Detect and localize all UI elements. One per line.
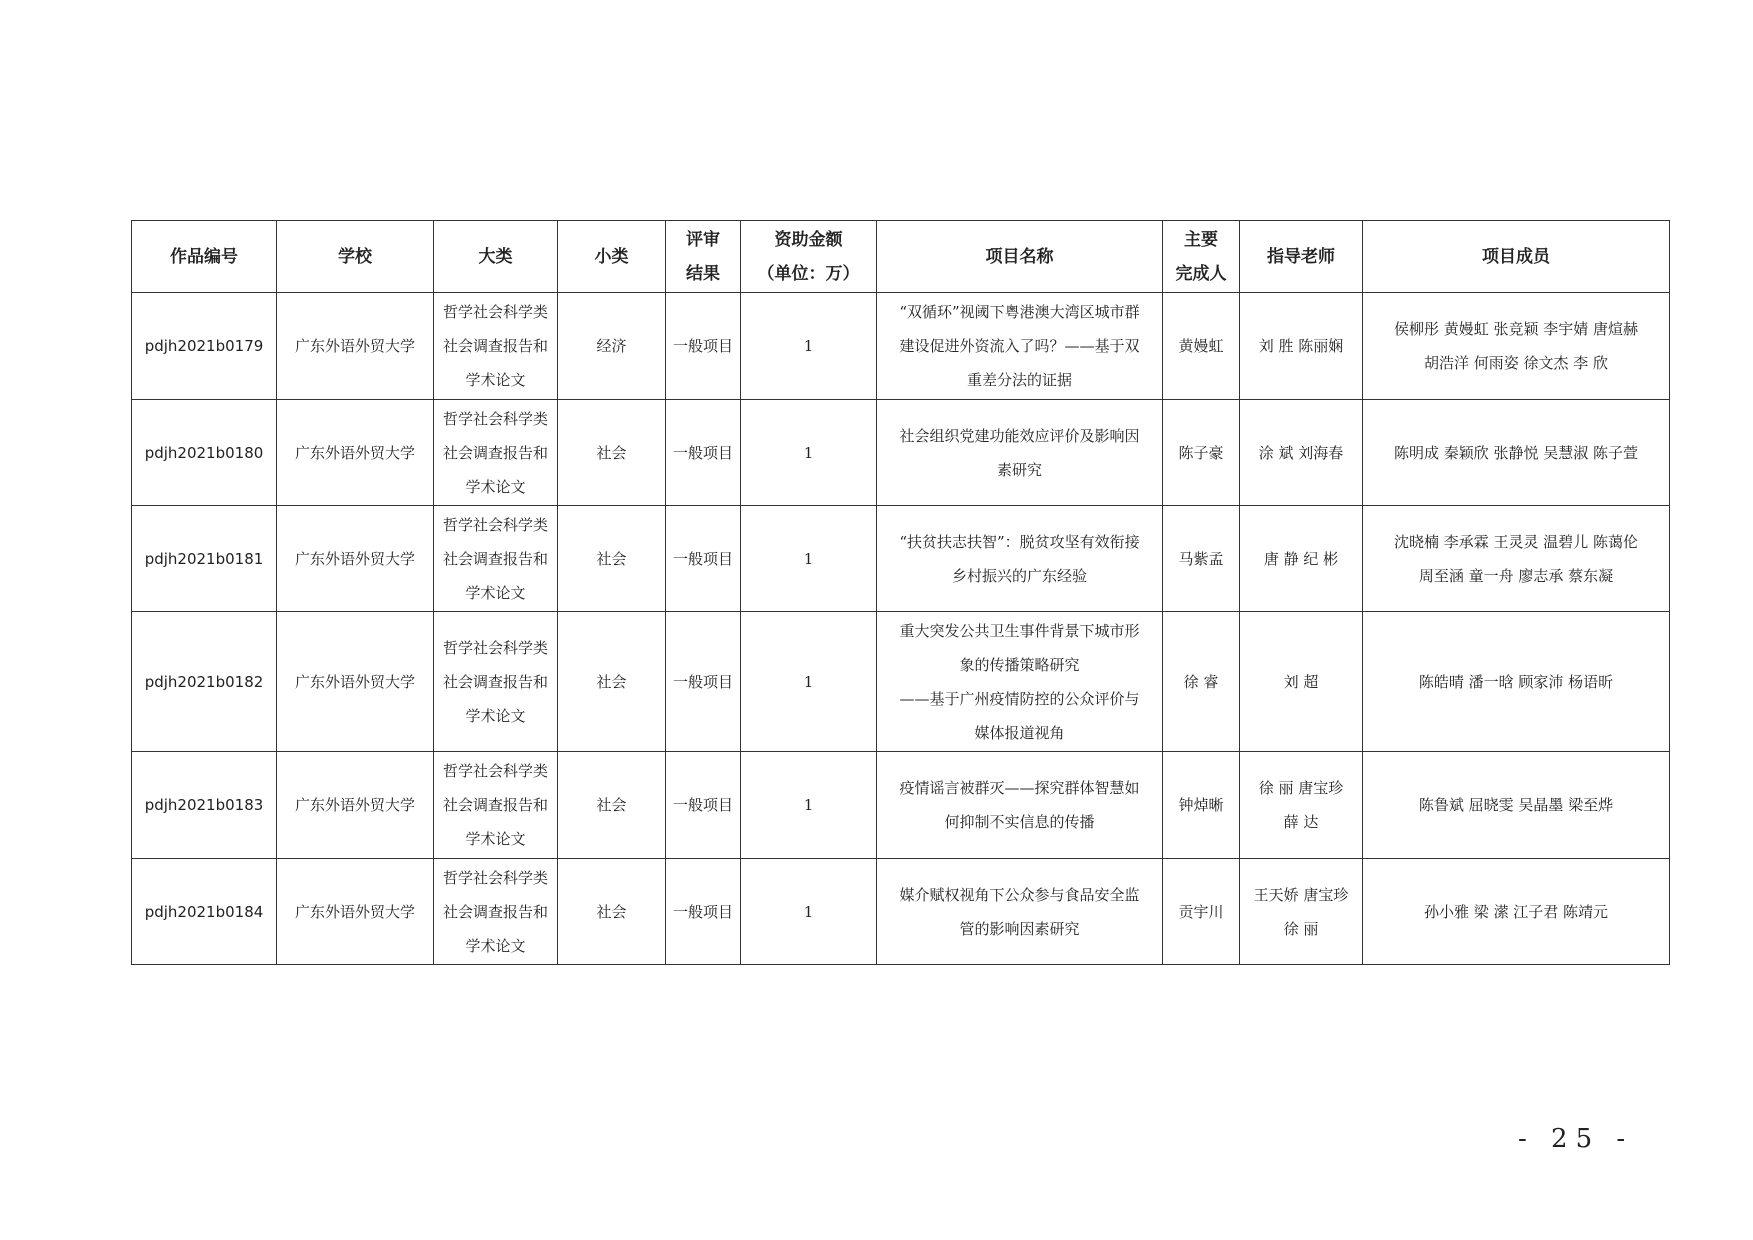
cell-line: “扶贫扶志扶智”：脱贫攻坚有效衔接 [899, 532, 1140, 551]
cell-line: 学术论文 [465, 936, 526, 955]
cell-line: ——基于广州疫情防控的公众评价与 [899, 689, 1140, 708]
cell-line: 社会调查报告和 [442, 796, 548, 814]
cell-line: 何抑制不实信息的传播 [944, 813, 1095, 831]
cell-line: 侯柳彤 黄嫚虹 张竞颖 李宇婧 唐煊赫 [1393, 320, 1639, 338]
cell-leader: 马紫孟 [1163, 506, 1240, 612]
cell-line: 管的影响因素研究 [959, 919, 1080, 938]
cell-line: 社会调查报告和 [442, 549, 548, 568]
table-row [132, 293, 1670, 400]
cell-advisor [1240, 612, 1363, 752]
cell-subcategory: 社会 [558, 752, 666, 859]
cell-review: 一般项目 [666, 400, 741, 506]
cell-line: 学术论文 [465, 706, 526, 725]
cell-line: 乡村振兴的广东经验 [951, 566, 1087, 585]
cell-members [1363, 859, 1670, 965]
cell-review: 一般项目 [666, 859, 741, 965]
cell-line: 社会组织党建功能效应评价及影响因 [899, 426, 1140, 445]
cell-school: 广东外语外贸大学 [277, 400, 434, 506]
header-category: 大类 [434, 221, 558, 293]
cell-line: 建设促进外资流入了吗？——基于双 [899, 337, 1140, 355]
cell-advisor [1240, 506, 1363, 612]
cell-line: 陈鲁斌 屈晓雯 吴晶墨 梁至烨 [1418, 796, 1614, 814]
cell-line: 学术论文 [465, 477, 526, 496]
header-leader-line: 完成人 [1175, 263, 1227, 284]
cell-funding: 1 [741, 400, 877, 506]
cell-line: 学术论文 [465, 830, 526, 848]
header-code: 作品编号 [132, 221, 277, 293]
cell-school: 广东外语外贸大学 [277, 859, 434, 965]
cell-code: pdjh2021b0181 [132, 506, 277, 612]
cell-line: 哲学社会科学类 [442, 303, 548, 321]
cell-members [1363, 752, 1670, 859]
cell-line: 哲学社会科学类 [442, 409, 548, 428]
cell-line: 学术论文 [465, 371, 526, 389]
cell-category [434, 752, 558, 859]
cell-line: 唐 静 纪 彬 [1263, 549, 1339, 568]
cell-funding: 1 [741, 293, 877, 400]
cell-school: 广东外语外贸大学 [277, 506, 434, 612]
cell-members [1363, 293, 1670, 400]
cell-category [434, 400, 558, 506]
header-review [666, 221, 741, 293]
header-advisor: 指导老师 [1240, 221, 1363, 293]
cell-line: 社会调查报告和 [442, 337, 548, 355]
header-leader-line: 主要 [1184, 229, 1218, 250]
cell-line: 哲学社会科学类 [442, 762, 548, 780]
cell-funding: 1 [741, 859, 877, 965]
cell-members [1363, 612, 1670, 752]
cell-leader: 钟焯晰 [1163, 752, 1240, 859]
cell-line: 沈晓楠 李承霖 王灵灵 温碧儿 陈蔼伦 [1393, 532, 1639, 551]
cell-school: 广东外语外贸大学 [277, 752, 434, 859]
cell-line: 重差分法的证据 [966, 371, 1072, 389]
cell-project [877, 859, 1163, 965]
cell-line: 学术论文 [465, 583, 526, 602]
cell-code: pdjh2021b0184 [132, 859, 277, 965]
table-row [132, 400, 1670, 506]
cell-line: 哲学社会科学类 [442, 868, 548, 887]
table-row [132, 612, 1670, 752]
cell-code: pdjh2021b0183 [132, 752, 277, 859]
cell-advisor [1240, 752, 1363, 859]
table-row [132, 752, 1670, 859]
cell-members [1363, 506, 1670, 612]
cell-line: 涂 斌 刘海春 [1258, 443, 1344, 462]
header-project: 项目名称 [877, 221, 1163, 293]
cell-line: 刘 胜 陈丽娴 [1258, 337, 1344, 355]
header-members: 项目成员 [1363, 221, 1670, 293]
cell-line: 社会调查报告和 [442, 443, 548, 462]
cell-line: 陈皓晴 潘一晗 顾家沛 杨语昕 [1418, 672, 1614, 691]
project-table-container [131, 220, 1669, 965]
cell-code: pdjh2021b0179 [132, 293, 277, 400]
cell-funding: 1 [741, 752, 877, 859]
cell-category [434, 612, 558, 752]
cell-school: 广东外语外贸大学 [277, 293, 434, 400]
header-review-line: 评审 [686, 229, 720, 250]
cell-advisor [1240, 293, 1363, 400]
cell-line: “双循环”视阈下粤港澳大湾区城市群 [899, 303, 1140, 321]
cell-review: 一般项目 [666, 293, 741, 400]
cell-school: 广东外语外贸大学 [277, 612, 434, 752]
cell-review: 一般项目 [666, 506, 741, 612]
cell-leader: 贡宇川 [1163, 859, 1240, 965]
header-school: 学校 [277, 221, 434, 293]
cell-leader: 徐 睿 [1163, 612, 1240, 752]
page-number: - 25 - [1518, 1124, 1634, 1154]
header-funding-line: 资助金额 [774, 229, 843, 250]
cell-advisor [1240, 859, 1363, 965]
cell-category [434, 506, 558, 612]
cell-advisor [1240, 400, 1363, 506]
cell-project [877, 752, 1163, 859]
cell-review: 一般项目 [666, 752, 741, 859]
cell-line: 重大突发公共卫生事件背景下城市形 [899, 621, 1140, 640]
cell-line: 哲学社会科学类 [442, 515, 548, 534]
cell-leader: 黄嫚虹 [1163, 293, 1240, 400]
cell-line: 疫情谣言被群灭——探究群体智慧如 [899, 779, 1140, 797]
cell-funding: 1 [741, 612, 877, 752]
cell-line: 薛 达 [1283, 813, 1319, 831]
cell-line: 社会调查报告和 [442, 902, 548, 921]
cell-funding: 1 [741, 506, 877, 612]
cell-subcategory: 社会 [558, 612, 666, 752]
cell-line: 社会调查报告和 [442, 672, 548, 691]
cell-line: 刘 超 [1283, 672, 1319, 691]
header-funding [741, 221, 877, 293]
cell-subcategory: 社会 [558, 859, 666, 965]
cell-line: 媒介赋权视角下公众参与食品安全监 [899, 885, 1140, 904]
cell-code: pdjh2021b0182 [132, 612, 277, 752]
table-row [132, 859, 1670, 965]
cell-subcategory: 经济 [558, 293, 666, 400]
cell-line: 周至涵 童一舟 廖志承 蔡东凝 [1418, 566, 1614, 585]
cell-code: pdjh2021b0180 [132, 400, 277, 506]
cell-review: 一般项目 [666, 612, 741, 752]
cell-project [877, 506, 1163, 612]
cell-category [434, 293, 558, 400]
cell-line: 素研究 [996, 460, 1042, 479]
cell-members [1363, 400, 1670, 506]
cell-line: 徐 丽 唐宝珍 [1258, 779, 1344, 797]
cell-line: 哲学社会科学类 [442, 638, 548, 657]
cell-category [434, 859, 558, 965]
cell-line: 陈明成 秦颖欣 张静悦 吴慧淑 陈子萱 [1393, 443, 1639, 462]
cell-line: 王天娇 唐宝珍 [1253, 885, 1349, 904]
cell-subcategory: 社会 [558, 400, 666, 506]
cell-line: 象的传播策略研究 [959, 655, 1080, 674]
table-header-row [132, 221, 1670, 293]
header-review-line: 结果 [686, 263, 720, 284]
cell-line: 胡浩洋 何雨姿 徐文杰 李 欣 [1423, 354, 1609, 372]
header-subcategory: 小类 [558, 221, 666, 293]
cell-line: 徐 丽 [1283, 919, 1319, 938]
project-table [131, 220, 1670, 965]
cell-line: 孙小雅 梁 潆 江子君 陈靖元 [1423, 902, 1609, 921]
cell-line: 媒体报道视角 [974, 723, 1065, 742]
table-row [132, 506, 1670, 612]
cell-project [877, 293, 1163, 400]
table-body [132, 293, 1670, 965]
header-funding-line: （单位：万） [757, 263, 860, 284]
cell-project [877, 612, 1163, 752]
cell-subcategory: 社会 [558, 506, 666, 612]
cell-leader: 陈子豪 [1163, 400, 1240, 506]
header-leader [1163, 221, 1240, 293]
cell-project [877, 400, 1163, 506]
